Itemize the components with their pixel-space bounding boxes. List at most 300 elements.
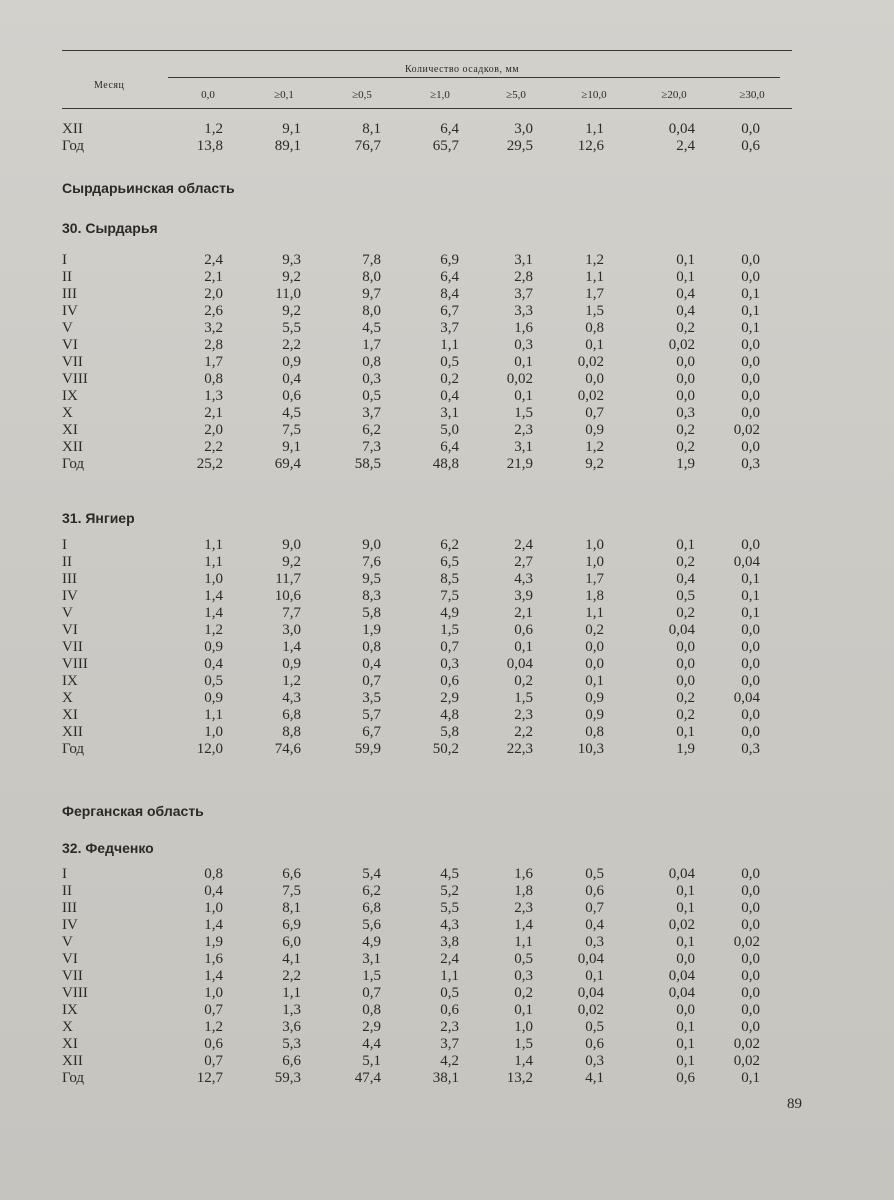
value-cell: 5,3	[282, 1036, 301, 1052]
value-cell: 1,5	[514, 405, 533, 421]
value-cell: 1,8	[514, 883, 533, 899]
table-row	[62, 968, 802, 985]
value-cell: 4,9	[362, 934, 381, 950]
value-cell: 0,1	[676, 883, 695, 899]
value-cell: 0,0	[741, 656, 760, 672]
value-cell: 0,1	[676, 1036, 695, 1052]
value-cell: 7,5	[440, 588, 459, 604]
value-cell: 0,7	[585, 900, 604, 916]
station-heading: 30. Сырдарья	[62, 220, 158, 236]
value-cell: 50,2	[432, 741, 459, 757]
month-label: V	[62, 605, 73, 621]
value-cell: 0,8	[204, 866, 223, 882]
table-row	[62, 269, 802, 286]
value-cell: 9,2	[282, 303, 301, 319]
month-label: VII	[62, 354, 83, 370]
table-row	[62, 866, 802, 883]
month-label: Год	[62, 456, 85, 472]
value-cell: 9,5	[362, 571, 381, 587]
value-cell: 0,04	[668, 866, 695, 882]
value-cell: 0,3	[741, 741, 760, 757]
table-row	[62, 571, 802, 588]
value-cell: 10,3	[577, 741, 604, 757]
threshold-header: ≥20,0	[661, 89, 687, 101]
value-cell: 2,4	[676, 138, 695, 154]
top-rule	[62, 50, 792, 51]
value-cell: 5,4	[362, 866, 381, 882]
value-cell: 0,0	[676, 656, 695, 672]
month-label: VI	[62, 951, 78, 967]
table-row	[62, 951, 802, 968]
value-cell: 1,3	[282, 1002, 301, 1018]
value-cell: 4,5	[440, 866, 459, 882]
value-cell: 0,6	[282, 388, 301, 404]
month-label: XII	[62, 724, 83, 740]
value-cell: 0,9	[585, 707, 604, 723]
value-cell: 6,8	[282, 707, 301, 723]
value-cell: 1,8	[585, 588, 604, 604]
month-label: III	[62, 571, 77, 587]
value-cell: 0,2	[514, 985, 533, 1001]
month-label: IV	[62, 917, 78, 933]
value-cell: 89,1	[274, 138, 301, 154]
value-cell: 5,5	[282, 320, 301, 336]
value-cell: 2,0	[204, 422, 223, 438]
value-cell: 2,3	[440, 1019, 459, 1035]
value-cell: 0,2	[676, 605, 695, 621]
value-cell: 0,0	[676, 951, 695, 967]
value-cell: 0,8	[362, 354, 381, 370]
value-cell: 0,02	[733, 934, 760, 950]
value-cell: 0,9	[282, 656, 301, 672]
value-cell: 29,5	[506, 138, 533, 154]
value-cell: 69,4	[274, 456, 301, 472]
value-cell: 1,1	[282, 985, 301, 1001]
value-cell: 6,5	[440, 554, 459, 570]
value-cell: 2,2	[204, 439, 223, 455]
table-row	[62, 439, 802, 456]
value-cell: 13,8	[196, 138, 223, 154]
value-cell: 2,1	[204, 269, 223, 285]
value-cell: 0,9	[204, 690, 223, 706]
value-cell: 0,3	[585, 1053, 604, 1069]
value-cell: 38,1	[432, 1070, 459, 1086]
value-cell: 59,3	[274, 1070, 301, 1086]
month-column-header: Месяц	[94, 80, 125, 91]
value-cell: 8,0	[362, 303, 381, 319]
value-cell: 0,7	[440, 639, 459, 655]
month-label: XII	[62, 1053, 83, 1069]
value-cell: 0,1	[741, 303, 760, 319]
value-cell: 13,2	[506, 1070, 533, 1086]
value-cell: 0,5	[440, 354, 459, 370]
value-cell: 8,5	[440, 571, 459, 587]
value-cell: 21,9	[506, 456, 533, 472]
value-cell: 3,7	[514, 286, 533, 302]
value-cell: 0,0	[741, 252, 760, 268]
value-cell: 8,1	[362, 121, 381, 137]
month-label: II	[62, 269, 72, 285]
value-cell: 0,1	[585, 968, 604, 984]
value-cell: 0,4	[204, 656, 223, 672]
value-cell: 7,3	[362, 439, 381, 455]
value-cell: 0,1	[514, 388, 533, 404]
value-cell: 2,9	[362, 1019, 381, 1035]
value-cell: 1,7	[362, 337, 381, 353]
value-cell: 47,4	[354, 1070, 381, 1086]
table-row	[62, 537, 802, 554]
value-cell: 0,7	[362, 985, 381, 1001]
value-cell: 0,9	[585, 422, 604, 438]
value-cell: 1,0	[585, 554, 604, 570]
value-cell: 0,6	[741, 138, 760, 154]
value-cell: 0,5	[204, 673, 223, 689]
table-row	[62, 724, 802, 741]
value-cell: 2,3	[514, 707, 533, 723]
value-cell: 0,3	[676, 405, 695, 421]
value-cell: 3,2	[204, 320, 223, 336]
value-cell: 0,1	[676, 1053, 695, 1069]
value-cell: 0,1	[676, 934, 695, 950]
value-cell: 0,4	[676, 303, 695, 319]
table-row	[62, 707, 802, 724]
month-label: I	[62, 537, 67, 553]
value-cell: 6,2	[362, 422, 381, 438]
value-cell: 1,4	[204, 917, 223, 933]
value-cell: 0,6	[440, 673, 459, 689]
value-cell: 8,8	[282, 724, 301, 740]
value-cell: 12,7	[196, 1070, 223, 1086]
value-cell: 6,9	[440, 252, 459, 268]
month-label: Год	[62, 741, 85, 757]
month-label: XI	[62, 422, 78, 438]
page-number: 89	[787, 1096, 802, 1112]
threshold-header: ≥30,0	[739, 89, 765, 101]
value-cell: 7,7	[282, 605, 301, 621]
table-row	[62, 456, 802, 473]
value-cell: 9,2	[282, 269, 301, 285]
table-row	[62, 1036, 802, 1053]
value-cell: 2,8	[514, 269, 533, 285]
month-label: IV	[62, 303, 78, 319]
value-cell: 1,5	[514, 1036, 533, 1052]
value-cell: 4,3	[282, 690, 301, 706]
value-cell: 25,2	[196, 456, 223, 472]
value-cell: 0,1	[514, 639, 533, 655]
value-cell: 0,8	[204, 371, 223, 387]
value-cell: 1,0	[204, 724, 223, 740]
header-bottom-rule	[62, 108, 792, 109]
month-label: V	[62, 320, 73, 336]
month-label: I	[62, 866, 67, 882]
value-cell: 3,7	[440, 320, 459, 336]
value-cell: 7,8	[362, 252, 381, 268]
month-label: II	[62, 554, 72, 570]
value-cell: 5,7	[362, 707, 381, 723]
table-row	[62, 588, 802, 605]
month-label: Год	[62, 138, 85, 154]
value-cell: 0,9	[282, 354, 301, 370]
value-cell: 9,0	[362, 537, 381, 553]
value-cell: 1,2	[204, 121, 223, 137]
value-cell: 0,2	[514, 673, 533, 689]
value-cell: 0,04	[668, 968, 695, 984]
value-cell: 0,04	[668, 985, 695, 1001]
value-cell: 0,5	[514, 951, 533, 967]
value-cell: 0,5	[440, 985, 459, 1001]
value-cell: 0,0	[585, 371, 604, 387]
value-cell: 0,8	[362, 639, 381, 655]
value-cell: 0,0	[741, 1002, 760, 1018]
threshold-header: ≥10,0	[581, 89, 607, 101]
value-cell: 3,1	[514, 439, 533, 455]
table-row	[62, 354, 802, 371]
value-cell: 1,3	[204, 388, 223, 404]
value-cell: 11,7	[275, 571, 301, 587]
table-row	[62, 388, 802, 405]
table-row	[62, 1002, 802, 1019]
value-cell: 0,0	[676, 354, 695, 370]
table-row	[62, 673, 802, 690]
value-cell: 8,1	[282, 900, 301, 916]
value-cell: 6,2	[362, 883, 381, 899]
value-cell: 0,4	[204, 883, 223, 899]
value-cell: 0,3	[514, 337, 533, 353]
value-cell: 4,8	[440, 707, 459, 723]
value-cell: 0,04	[577, 985, 604, 1001]
value-cell: 0,0	[741, 883, 760, 899]
table-row	[62, 883, 802, 900]
value-cell: 48,8	[432, 456, 459, 472]
region-heading: Сырдарьинская область	[62, 180, 235, 196]
value-cell: 5,0	[440, 422, 459, 438]
value-cell: 9,3	[282, 252, 301, 268]
value-cell: 4,9	[440, 605, 459, 621]
value-cell: 9,0	[282, 537, 301, 553]
month-label: VII	[62, 968, 83, 984]
value-cell: 0,4	[362, 656, 381, 672]
value-cell: 3,8	[440, 934, 459, 950]
month-label: XII	[62, 121, 83, 137]
value-cell: 2,2	[282, 337, 301, 353]
value-cell: 7,6	[362, 554, 381, 570]
value-cell: 0,0	[585, 639, 604, 655]
value-cell: 0,04	[506, 656, 533, 672]
month-label: II	[62, 883, 72, 899]
value-cell: 0,04	[733, 554, 760, 570]
value-cell: 0,6	[676, 1070, 695, 1086]
value-cell: 1,7	[585, 286, 604, 302]
value-cell: 0,7	[585, 405, 604, 421]
value-cell: 0,0	[741, 900, 760, 916]
month-label: VIII	[62, 656, 88, 672]
value-cell: 0,0	[676, 388, 695, 404]
table-row	[62, 605, 802, 622]
month-label: IX	[62, 673, 78, 689]
value-cell: 2,1	[514, 605, 533, 621]
value-cell: 0,7	[204, 1002, 223, 1018]
value-cell: 11,0	[275, 286, 301, 302]
value-cell: 1,5	[362, 968, 381, 984]
value-cell: 0,3	[362, 371, 381, 387]
value-cell: 6,4	[440, 269, 459, 285]
value-cell: 12,6	[577, 138, 604, 154]
value-cell: 2,9	[440, 690, 459, 706]
table-row	[62, 639, 802, 656]
value-cell: 0,7	[362, 673, 381, 689]
value-cell: 2,4	[514, 537, 533, 553]
value-cell: 0,0	[741, 673, 760, 689]
value-cell: 5,1	[362, 1053, 381, 1069]
value-cell: 0,1	[585, 673, 604, 689]
value-cell: 0,5	[676, 588, 695, 604]
table-row	[62, 303, 802, 320]
value-cell: 0,1	[676, 537, 695, 553]
value-cell: 0,4	[676, 571, 695, 587]
value-cell: 7,5	[282, 422, 301, 438]
value-cell: 0,3	[741, 456, 760, 472]
month-label: VI	[62, 337, 78, 353]
value-cell: 0,2	[676, 439, 695, 455]
value-cell: 1,1	[514, 934, 533, 950]
value-cell: 3,0	[514, 121, 533, 137]
group-rule	[168, 77, 780, 78]
value-cell: 0,0	[741, 639, 760, 655]
value-cell: 0,0	[741, 337, 760, 353]
table-row	[62, 690, 802, 707]
value-cell: 0,2	[676, 554, 695, 570]
value-cell: 0,1	[741, 286, 760, 302]
month-label: VIII	[62, 985, 88, 1001]
month-label: Год	[62, 1070, 85, 1086]
value-cell: 0,5	[585, 1019, 604, 1035]
month-label: III	[62, 900, 77, 916]
precipitation-group-header: Количество осадков, мм	[405, 64, 520, 75]
value-cell: 1,4	[204, 968, 223, 984]
value-cell: 0,2	[585, 622, 604, 638]
value-cell: 1,9	[676, 456, 695, 472]
value-cell: 4,2	[440, 1053, 459, 1069]
value-cell: 1,2	[585, 252, 604, 268]
month-label: I	[62, 252, 67, 268]
value-cell: 3,0	[282, 622, 301, 638]
table-row	[62, 622, 802, 639]
value-cell: 2,2	[282, 968, 301, 984]
value-cell: 0,02	[577, 388, 604, 404]
value-cell: 0,0	[741, 354, 760, 370]
value-cell: 0,04	[733, 690, 760, 706]
value-cell: 0,04	[577, 951, 604, 967]
value-cell: 0,0	[741, 866, 760, 882]
value-cell: 1,1	[585, 605, 604, 621]
table-row	[62, 1070, 802, 1087]
value-cell: 0,1	[676, 724, 695, 740]
value-cell: 0,02	[506, 371, 533, 387]
value-cell: 0,8	[585, 320, 604, 336]
value-cell: 2,8	[204, 337, 223, 353]
value-cell: 0,6	[514, 622, 533, 638]
value-cell: 10,6	[274, 588, 301, 604]
value-cell: 1,2	[282, 673, 301, 689]
value-cell: 1,7	[585, 571, 604, 587]
value-cell: 1,1	[440, 968, 459, 984]
value-cell: 0,4	[282, 371, 301, 387]
value-cell: 0,0	[585, 656, 604, 672]
value-cell: 0,02	[733, 422, 760, 438]
value-cell: 1,4	[204, 605, 223, 621]
table-row	[62, 371, 802, 388]
value-cell: 3,1	[362, 951, 381, 967]
value-cell: 0,02	[577, 354, 604, 370]
table-row	[62, 252, 802, 269]
month-label: IV	[62, 588, 78, 604]
value-cell: 1,7	[204, 354, 223, 370]
value-cell: 1,4	[514, 1053, 533, 1069]
value-cell: 0,2	[676, 707, 695, 723]
value-cell: 0,3	[440, 656, 459, 672]
value-cell: 0,0	[676, 1002, 695, 1018]
value-cell: 58,5	[354, 456, 381, 472]
value-cell: 0,2	[676, 422, 695, 438]
month-label: IX	[62, 388, 78, 404]
value-cell: 4,3	[440, 917, 459, 933]
value-cell: 1,5	[440, 622, 459, 638]
value-cell: 3,1	[440, 405, 459, 421]
value-cell: 0,6	[585, 883, 604, 899]
table-row	[62, 1019, 802, 1036]
value-cell: 0,1	[676, 1019, 695, 1035]
value-cell: 22,3	[506, 741, 533, 757]
value-cell: 3,3	[514, 303, 533, 319]
value-cell: 1,9	[362, 622, 381, 638]
value-cell: 9,7	[362, 286, 381, 302]
value-cell: 5,6	[362, 917, 381, 933]
value-cell: 0,6	[204, 1036, 223, 1052]
value-cell: 0,9	[204, 639, 223, 655]
value-cell: 0,2	[440, 371, 459, 387]
value-cell: 0,0	[741, 707, 760, 723]
value-cell: 0,6	[585, 1036, 604, 1052]
value-cell: 1,9	[676, 741, 695, 757]
value-cell: 0,7	[204, 1053, 223, 1069]
value-cell: 1,0	[204, 985, 223, 1001]
value-cell: 0,1	[741, 1070, 760, 1086]
value-cell: 0,0	[676, 371, 695, 387]
value-cell: 2,4	[440, 951, 459, 967]
value-cell: 1,1	[585, 269, 604, 285]
value-cell: 1,4	[514, 917, 533, 933]
value-cell: 1,0	[204, 900, 223, 916]
value-cell: 0,0	[741, 985, 760, 1001]
value-cell: 0,0	[741, 121, 760, 137]
value-cell: 0,02	[733, 1036, 760, 1052]
month-label: VII	[62, 639, 83, 655]
value-cell: 6,7	[440, 303, 459, 319]
value-cell: 2,3	[514, 900, 533, 916]
value-cell: 0,0	[741, 968, 760, 984]
value-cell: 3,6	[282, 1019, 301, 1035]
value-cell: 0,04	[668, 121, 695, 137]
value-cell: 0,1	[514, 1002, 533, 1018]
value-cell: 0,1	[585, 337, 604, 353]
month-label: X	[62, 690, 73, 706]
value-cell: 1,6	[514, 320, 533, 336]
station-heading: 32. Федченко	[62, 840, 154, 856]
value-cell: 0,1	[676, 269, 695, 285]
table-row	[62, 934, 802, 951]
value-cell: 9,1	[282, 121, 301, 137]
value-cell: 1,1	[585, 121, 604, 137]
